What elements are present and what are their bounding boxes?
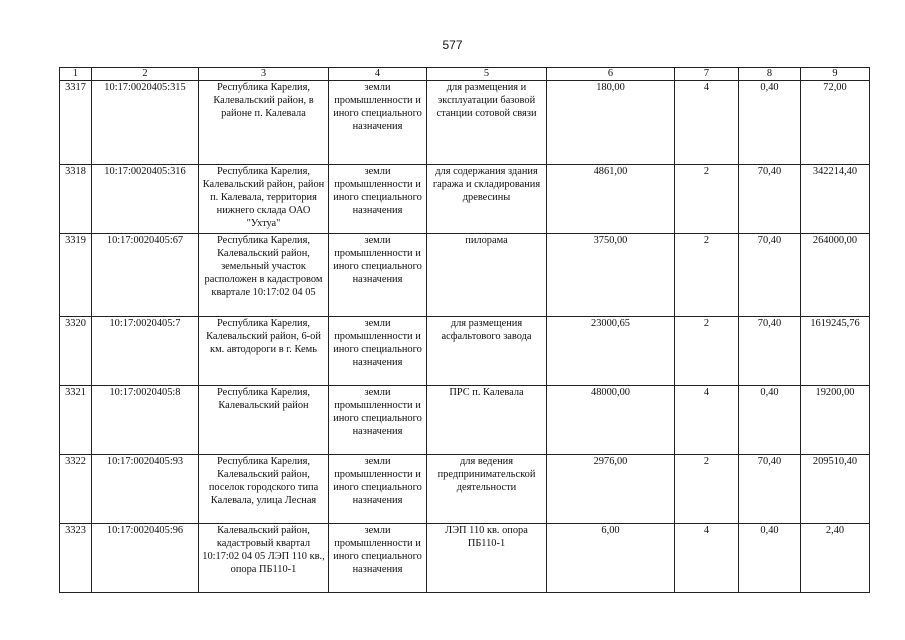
header-cell-6: 6 <box>547 68 675 81</box>
rate-cell: 70,40 <box>739 455 801 524</box>
address-cell: Республика Карелия, Калевальский район, земельный участок расположен в кадастровом квартале 10:17:02 04 05 <box>199 234 329 317</box>
cadastral-number-cell: 10:17:0020405:316 <box>92 165 199 234</box>
group-cell: 2 <box>675 165 739 234</box>
permitted-use-cell: ЛЭП 110 кв. опора ПБ110-1 <box>427 524 547 593</box>
value-cell: 264000,00 <box>801 234 870 317</box>
rate-cell: 0,40 <box>739 81 801 165</box>
header-cell-2: 2 <box>92 68 199 81</box>
land-category-cell: земли промышленности и иного специального назначения <box>329 317 427 386</box>
cadastral-number-cell: 10:17:0020405:7 <box>92 317 199 386</box>
area-cell: 180,00 <box>547 81 675 165</box>
row-number-cell: 3320 <box>60 317 92 386</box>
address-cell: Республика Карелия, Калевальский район <box>199 386 329 455</box>
land-category-cell: земли промышленности и иного специального назначения <box>329 386 427 455</box>
rate-cell: 0,40 <box>739 386 801 455</box>
table-row <box>60 81 870 165</box>
row-number-cell: 3317 <box>60 81 92 165</box>
header-cell-4: 4 <box>329 68 427 81</box>
row-number-cell: 3323 <box>60 524 92 593</box>
row-number-cell: 3322 <box>60 455 92 524</box>
page-number: 577 <box>442 38 463 52</box>
land-category-cell: земли промышленности и иного специального назначения <box>329 524 427 593</box>
area-cell: 48000,00 <box>547 386 675 455</box>
area-cell: 23000,65 <box>547 317 675 386</box>
group-cell: 4 <box>675 386 739 455</box>
area-cell: 4861,00 <box>547 165 675 234</box>
land-registry-table <box>59 67 870 593</box>
header-cell-7: 7 <box>675 68 739 81</box>
address-cell: Калевальский район, кадастровый квартал 10:17:02 04 05 ЛЭП 110 кв., опора ПБ110-1 <box>199 524 329 593</box>
group-cell: 2 <box>675 234 739 317</box>
row-number-cell: 3321 <box>60 386 92 455</box>
cadastral-number-cell: 10:17:0020405:96 <box>92 524 199 593</box>
table-row <box>60 386 870 455</box>
area-cell: 3750,00 <box>547 234 675 317</box>
row-number-cell: 3318 <box>60 165 92 234</box>
address-cell: Республика Карелия, Калевальский район, в районе п. Калевала <box>199 81 329 165</box>
value-cell: 342214,40 <box>801 165 870 234</box>
table-row <box>60 165 870 234</box>
address-cell: Республика Карелия, Калевальский район, 6-ой км. автодороги в г. Кемь <box>199 317 329 386</box>
land-category-cell: земли промышленности и иного специального назначения <box>329 81 427 165</box>
header-cell-3: 3 <box>199 68 329 81</box>
land-category-cell: земли промышленности и иного специального назначения <box>329 455 427 524</box>
rate-cell: 70,40 <box>739 317 801 386</box>
value-cell: 2,40 <box>801 524 870 593</box>
rate-cell: 70,40 <box>739 165 801 234</box>
permitted-use-cell: пилорама <box>427 234 547 317</box>
rate-cell: 0,40 <box>739 524 801 593</box>
row-number-cell: 3319 <box>60 234 92 317</box>
rate-cell: 70,40 <box>739 234 801 317</box>
area-cell: 6,00 <box>547 524 675 593</box>
cadastral-number-cell: 10:17:0020405:93 <box>92 455 199 524</box>
table-header <box>60 68 870 81</box>
address-cell: Республика Карелия, Калевальский район, поселок городского типа Калевала, улица Лесная <box>199 455 329 524</box>
cadastral-number-cell: 10:17:0020405:8 <box>92 386 199 455</box>
value-cell: 19200,00 <box>801 386 870 455</box>
group-cell: 4 <box>675 81 739 165</box>
permitted-use-cell: для ведения предпринимательской деятельности <box>427 455 547 524</box>
permitted-use-cell: для размещения асфальтового завода <box>427 317 547 386</box>
cadastral-number-cell: 10:17:0020405:67 <box>92 234 199 317</box>
table-row <box>60 455 870 524</box>
table-body <box>60 81 870 593</box>
header-cell-5: 5 <box>427 68 547 81</box>
group-cell: 2 <box>675 317 739 386</box>
permitted-use-cell: для содержания здания гаража и складирования древесины <box>427 165 547 234</box>
address-cell: Республика Карелия, Калевальский район, район п. Калевала, территория нижнего склада ОАО "Ухтуа" <box>199 165 329 234</box>
header-cell-8: 8 <box>739 68 801 81</box>
land-category-cell: земли промышленности и иного специального назначения <box>329 165 427 234</box>
value-cell: 1619245,76 <box>801 317 870 386</box>
group-cell: 2 <box>675 455 739 524</box>
permitted-use-cell: для размещения и эксплуатации базовой станции сотовой связи <box>427 81 547 165</box>
table-row <box>60 317 870 386</box>
table-row <box>60 524 870 593</box>
value-cell: 72,00 <box>801 81 870 165</box>
land-category-cell: земли промышленности и иного специального назначения <box>329 234 427 317</box>
permitted-use-cell: ПРС п. Калевала <box>427 386 547 455</box>
header-cell-9: 9 <box>801 68 870 81</box>
table-row <box>60 234 870 317</box>
group-cell: 4 <box>675 524 739 593</box>
header-cell-1: 1 <box>60 68 92 81</box>
area-cell: 2976,00 <box>547 455 675 524</box>
value-cell: 209510,40 <box>801 455 870 524</box>
header-row <box>60 68 870 81</box>
cadastral-number-cell: 10:17:0020405:315 <box>92 81 199 165</box>
